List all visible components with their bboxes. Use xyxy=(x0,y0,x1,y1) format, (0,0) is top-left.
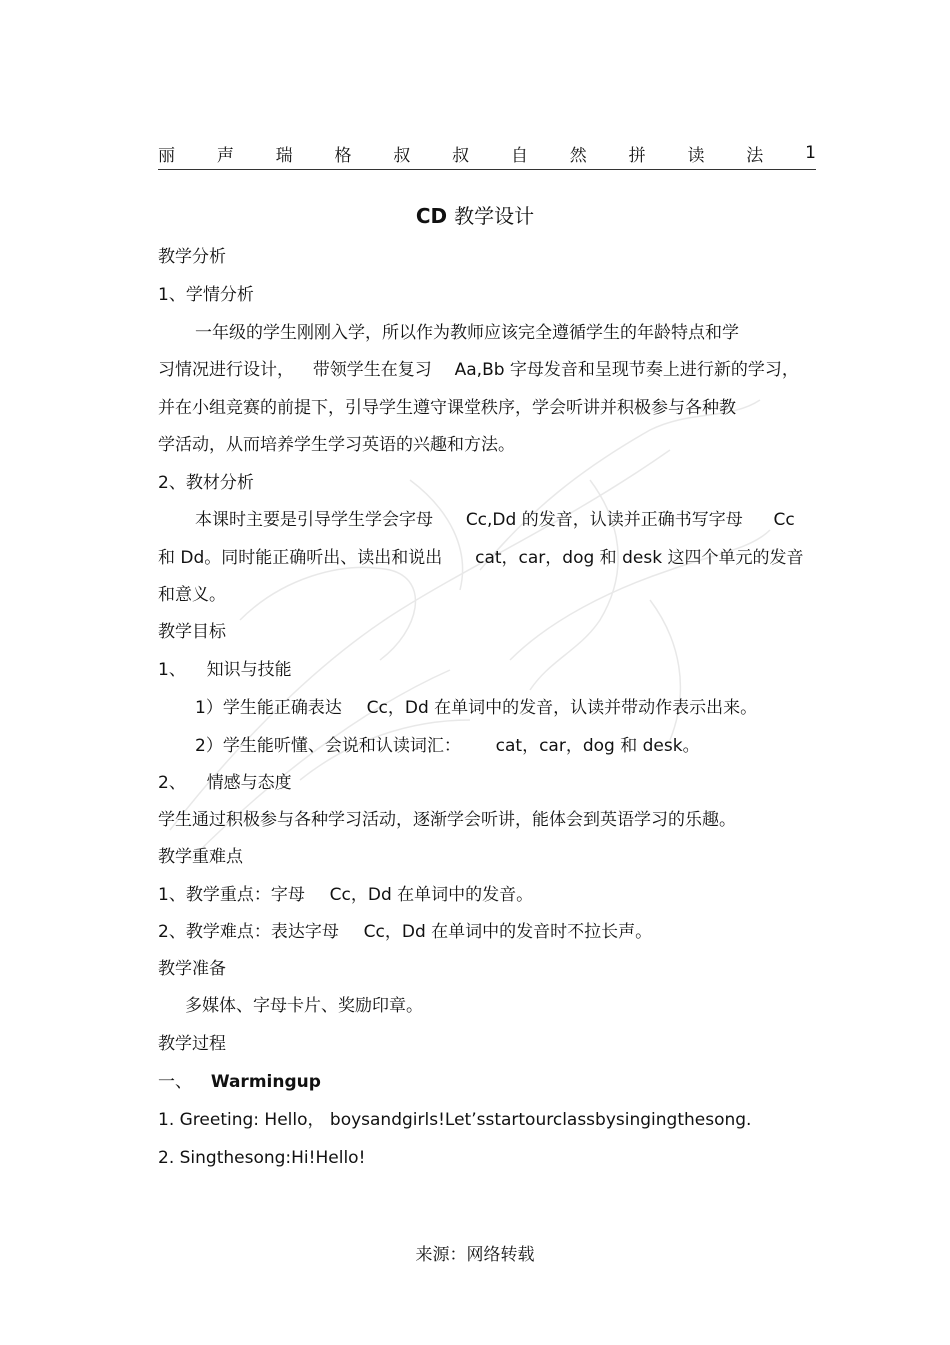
step1-number: 一、 xyxy=(158,1072,192,1092)
step1-title: Warmingup xyxy=(210,1072,321,1092)
section1-para-line4: 学活动，从而培养学生学习英语的兴趣和方法。 xyxy=(158,435,515,455)
header-char: 丽 xyxy=(158,145,175,166)
text-span: cat，car，dog 和 desk。 xyxy=(495,736,700,756)
header-char: 瑞 xyxy=(275,145,293,166)
section2-para-line2 xyxy=(158,547,803,569)
text-span: Cc，Dd 在单词中的发音时不拉长声。 xyxy=(363,922,653,942)
step1-heading xyxy=(158,1071,321,1093)
preparation-heading: 教学准备 xyxy=(158,959,226,979)
text-span: 本课时主要是引导学生学会字母 xyxy=(195,510,433,530)
header-char: 格 xyxy=(334,145,352,166)
section2-para-line3: 和意义。 xyxy=(158,585,226,605)
title-cn: 教学设计 xyxy=(454,204,535,228)
section1-para-line3: 并在小组竞赛的前提下，引导学生遵守课堂秩序，学会听讲并积极参与各种教 xyxy=(158,398,736,418)
text-span: 2）学生能听懂、会说和认读词汇： xyxy=(195,736,461,756)
goal1-heading xyxy=(158,659,292,681)
section2-heading: 2、教材分析 xyxy=(158,473,254,493)
header-char: 读 xyxy=(687,145,705,166)
goals-heading: 教学目标 xyxy=(158,622,226,642)
goal2-paragraph: 学生通过积极参与各种学习活动，逐渐学会听讲，能体会到英语学习的乐趣。 xyxy=(158,810,736,830)
header-char: 声 xyxy=(216,145,234,166)
process-heading: 教学过程 xyxy=(158,1034,226,1054)
key-point-1 xyxy=(158,884,533,906)
text-span: cat，car，dog 和 desk 这四个单元的发音 xyxy=(475,548,804,568)
header-page-number: 1 xyxy=(805,143,816,163)
text-span: Cc xyxy=(773,510,795,530)
goal2-number: 2、 xyxy=(158,773,186,793)
goal1-item2 xyxy=(195,735,700,757)
key-point-2 xyxy=(158,921,652,943)
goal2-title: 情感与态度 xyxy=(206,773,292,793)
section1-para-line2 xyxy=(158,359,799,381)
step1-item1: 1. Greeting: Hello， boysandgirls!Let’sstartourclassbysingingthesong. xyxy=(158,1110,752,1130)
key-points-heading: 教学重难点 xyxy=(158,847,243,867)
text-span: Cc，Dd 在单词中的发音。 xyxy=(329,885,534,905)
step1-item2: 2. Singthesong:Hi!Hello! xyxy=(158,1148,366,1168)
text-span: 习情况进行设计， xyxy=(158,360,294,380)
text-span: 带领学生在复习 xyxy=(312,360,432,380)
preparation-paragraph: 多媒体、字母卡片、奖励印章。 xyxy=(185,996,423,1016)
text-span: 1）学生能正确表达 xyxy=(195,698,342,718)
text-span: Cc,Dd 的发音，认读并正确书写字母 xyxy=(465,510,743,530)
goal1-title: 知识与技能 xyxy=(206,660,292,680)
text-span: 1、教学重点：字母 xyxy=(158,885,305,905)
goal2-heading xyxy=(158,772,292,794)
goal1-item1 xyxy=(195,697,757,719)
header-char: 自 xyxy=(510,145,528,166)
section1-para-line1: 一年级的学生刚刚入学，所以作为教师应该完全遵循学生的年龄特点和学 xyxy=(195,323,739,343)
header-char: 叔 xyxy=(452,145,470,166)
text-span: Aa,Bb 字母发音和呈现节奏上进行新的学习， xyxy=(454,360,799,380)
page-footer: 来源：网络转载 xyxy=(415,1245,535,1265)
text-span: Cc，Dd 在单词中的发音，认读并带动作表示出来。 xyxy=(366,698,758,718)
text-span: 2、教学难点：表达字母 xyxy=(158,922,339,942)
header-title xyxy=(158,141,816,165)
header-char: 拼 xyxy=(628,145,646,166)
text-span: 和 Dd。同时能正确听出、读出和说出 xyxy=(158,548,443,568)
section2-para-line1 xyxy=(195,509,795,531)
analysis-heading: 教学分析 xyxy=(158,247,226,267)
header-char: 法 xyxy=(746,145,764,166)
goal1-number: 1、 xyxy=(158,660,186,680)
document-title xyxy=(0,203,950,229)
header-char: 叔 xyxy=(393,145,411,166)
page-header xyxy=(158,141,816,170)
title-latin: CD xyxy=(415,204,448,228)
header-char: 然 xyxy=(569,145,587,166)
section1-heading: 1、学情分析 xyxy=(158,285,254,305)
